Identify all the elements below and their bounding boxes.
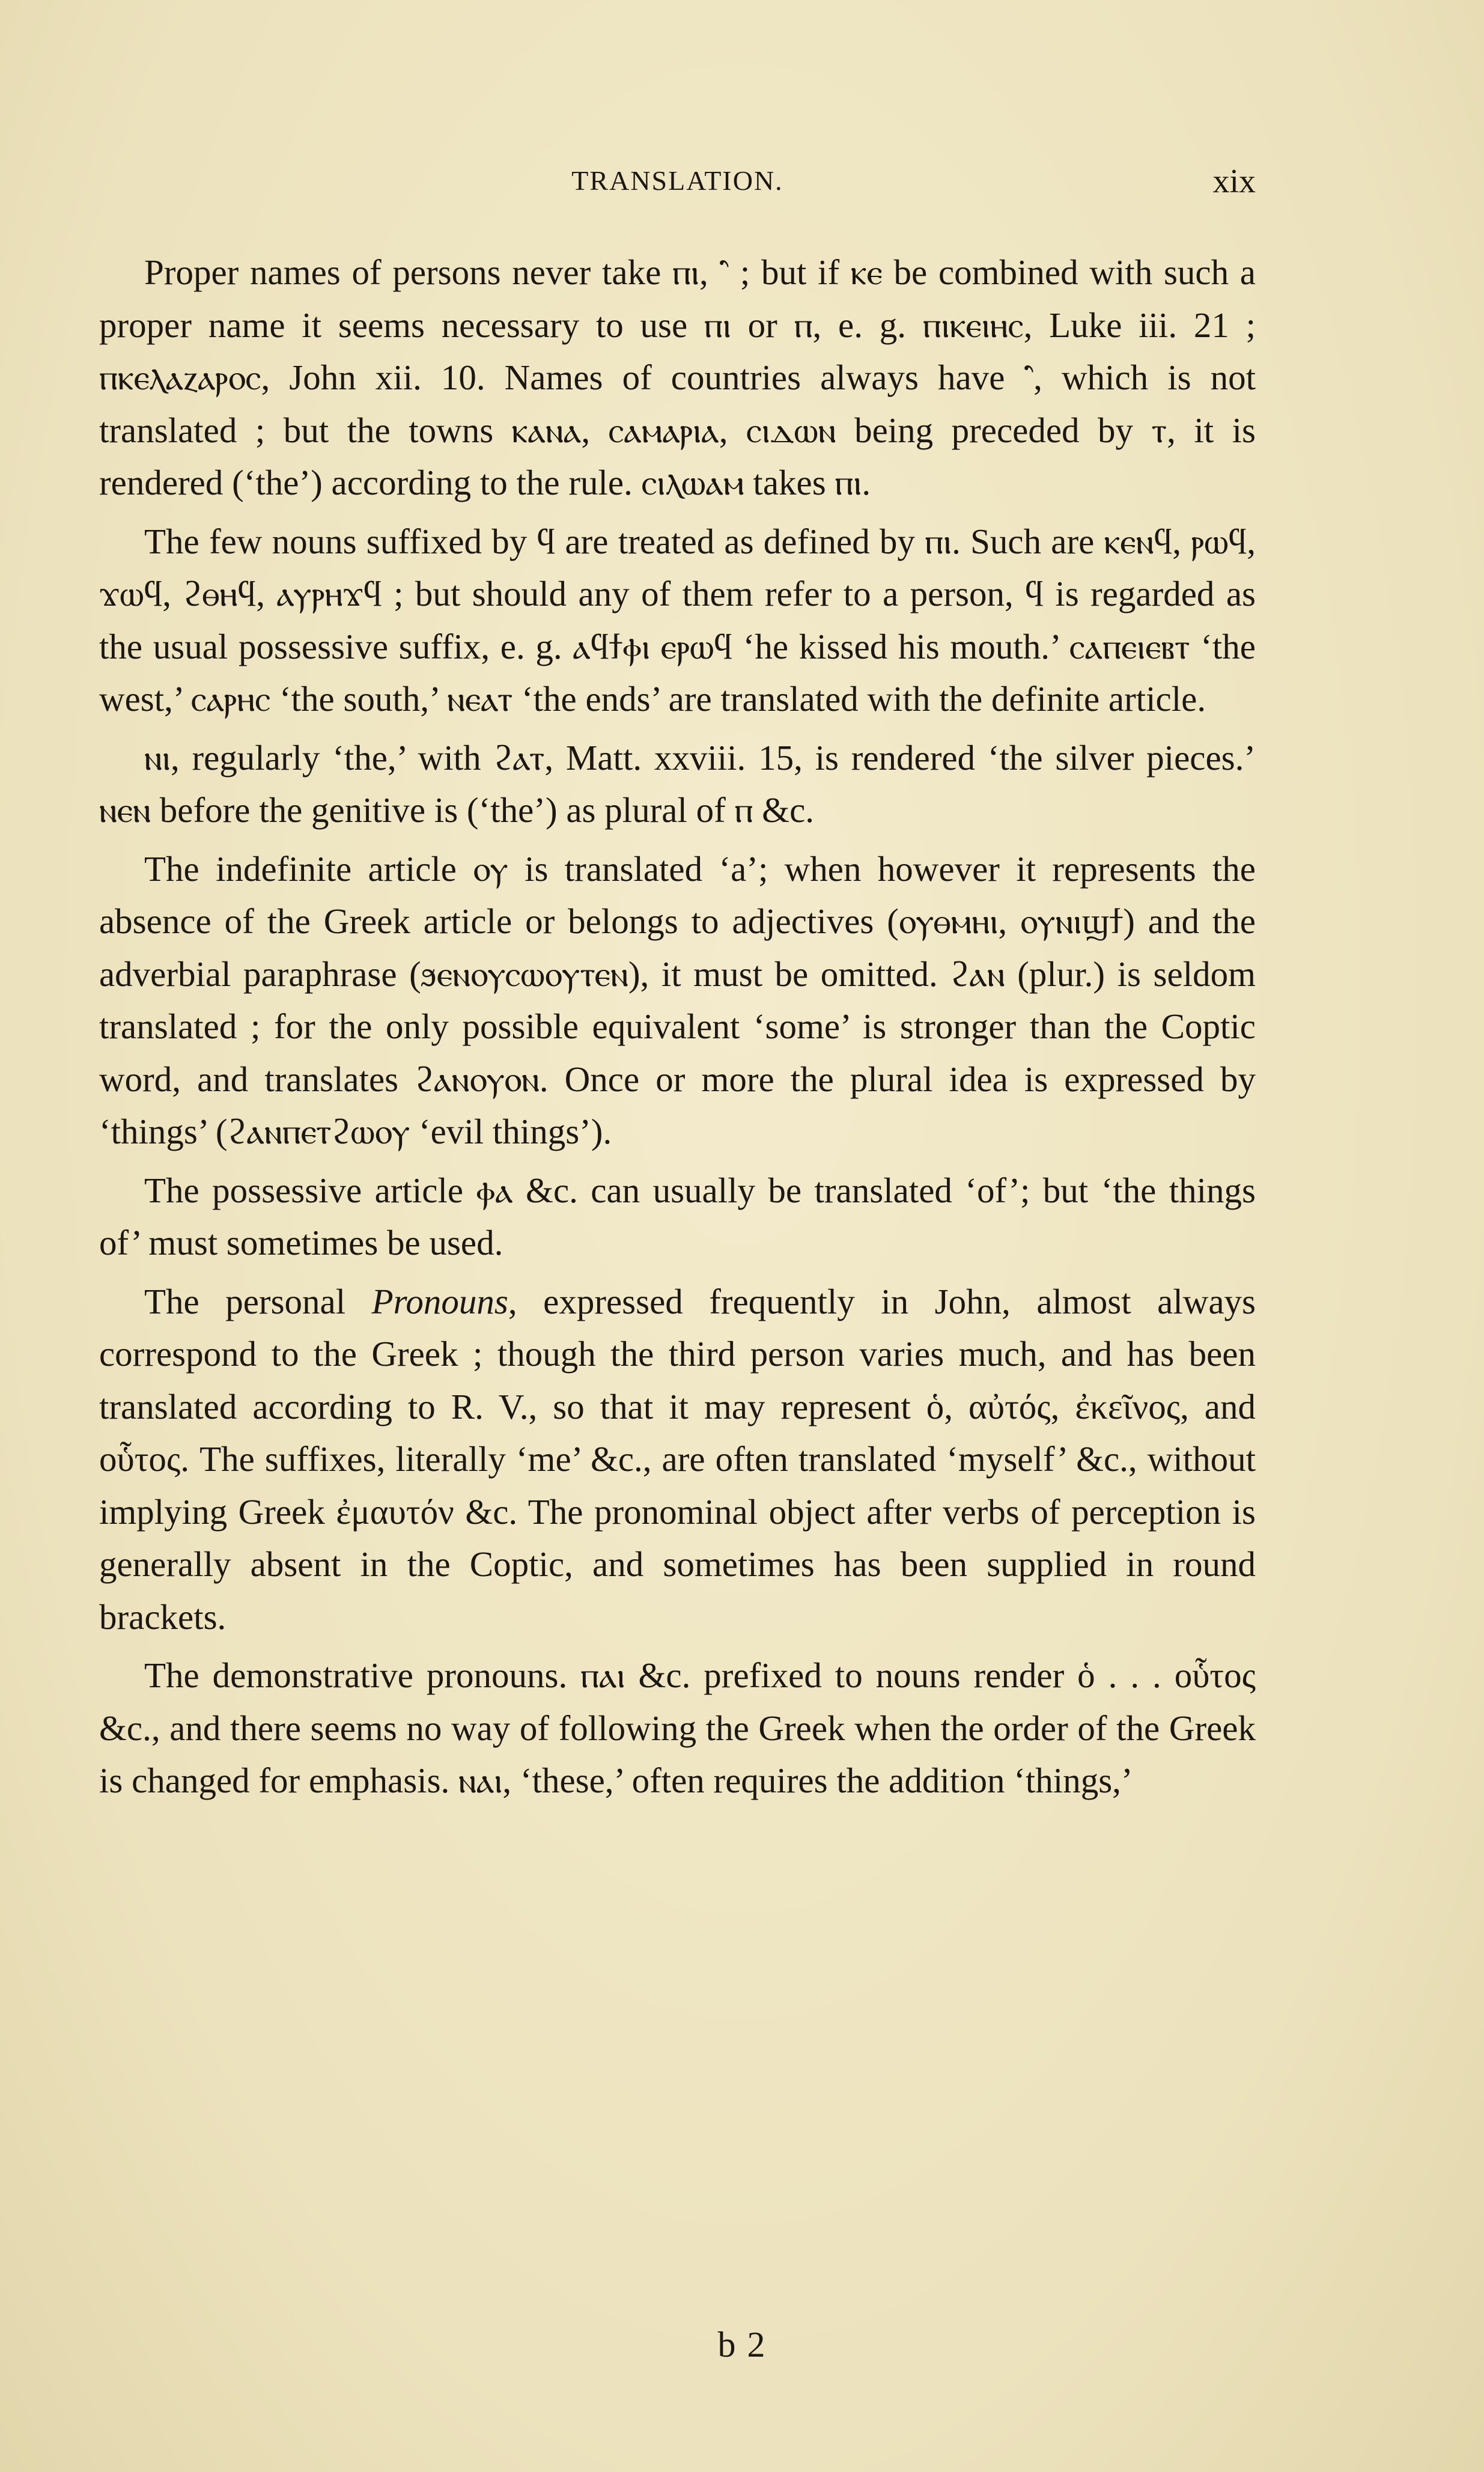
running-head: TRANSLATION.: [571, 165, 783, 196]
italic-term: Pronouns: [371, 1281, 508, 1321]
paragraph-proper-names: [99, 246, 1256, 510]
signature-mark: b 2: [717, 2325, 767, 2364]
text-run: Proper names of persons never take ⲡⲓ, ⳿ ; but if ⲕⲉ be combined with such a proper name it seems necessary to use ⲡⲓ or ⲡ, e. g. ⲡⲓⲕⲉⲓⲏⲥ, Luke iii. 21 ; ⲡⲕⲉⲗⲁⲍⲁⲣⲟⲥ, John xii. 10. Names of countries always have ⳿, which is not translated ; but the towns ⲕⲁⲛⲁ, ⲥⲁⲙⲁⲣⲓⲁ, ⲥⲓⲇⲱⲛ being preceded by ⲧ, it is rendered (‘the’) according to the rule. ⲥⲓⲗⲱⲁⲙ takes ⲡⲓ.: [99, 252, 1256, 502]
text-run: The few nouns suffixed by ϥ are treated as defined by ⲡⲓ. Such are ⲕⲉⲛϥ, ⲣⲱϥ, ϫⲱϥ, ϩⲑⲏϥ, ⲁⲩⲣⲏϫϥ ; but should any of them refer to a person, ϥ is regarded as the usual possessive suffix, e. g. ⲁϥϯⲫⲓ ⲉⲣⲱϥ ‘he kissed his mouth.’ ⲥⲁⲡⲉⲓⲉⲃⲧ ‘the west,’ ⲥⲁⲣⲏⲥ ‘the south,’ ⲛⲉⲁⲧ ‘the ends’ are translated with the definite article.: [99, 521, 1256, 719]
page-number: xix: [1212, 163, 1256, 200]
text-run: The indefinite article ⲟⲩ is translated ‘a’; when however it represents the absence of the Greek article or belongs to adjectives (ⲟⲩⲑⲙⲏⲓ, ⲟⲩⲛⲓϣϯ) and the adverbial paraphrase (ϧⲉⲛⲟⲩⲥⲱⲟⲩⲧⲉⲛ), it must be omitted. ϩⲁⲛ (plur.) is seldom translated ; for the only possible equivalent ‘some’ is stronger than the Coptic word, and translates ϩⲁⲛⲟⲩⲟⲛ. Once or more the plural idea is expressed by ‘things’ (ϩⲁⲛⲡⲉⲧϩⲱⲟⲩ ‘evil things’).: [99, 848, 1256, 1151]
paragraph-demonstrative-pronouns: [99, 1649, 1256, 1807]
paragraph-ni-the: [99, 732, 1256, 837]
body-text: [99, 246, 1256, 1813]
text-run: The personal: [144, 1281, 372, 1321]
paragraph-possessive-article: [99, 1164, 1256, 1270]
text-run: The demonstrative pronouns. ⲡⲁⲓ &c. prefixed to nouns render ὁ . . . οὗτος &c., and there seems no way of following the Greek when the order of the Greek is changed for emphasis. ⲛⲁⲓ, ‘these,’ often requires the addition ‘things,’: [99, 1655, 1256, 1800]
page-header: [99, 162, 1256, 210]
text-run: , expressed frequently in John, almost always correspond to the Greek ; though the third person varies much, and has been translated according to R. V., so that it may represent ὁ, αὐτός, ἐκεῖνος, and οὗτος. The suffixes, literally ‘me’ &c., are often translated ‘myself’ &c., without implying Greek ἐμαυτόν &c. The pronominal object after verbs of perception is generally absent in the Coptic, and sometimes has been supplied in round brackets.: [99, 1281, 1256, 1637]
text-run: The possessive article ⲫⲁ &c. can usually be translated ‘of’; but ‘the things of’ must sometimes be used.: [99, 1170, 1256, 1262]
paragraph-personal-pronouns: [99, 1276, 1256, 1644]
paragraph-suffixed-nouns: [99, 516, 1256, 726]
paragraph-indefinite-article: [99, 843, 1256, 1158]
text-run: ⲛⲓ, regularly ‘the,’ with ϩⲁⲧ, Matt. xxviii. 15, is rendered ‘the silver pieces.’ ⲛⲉⲛ before the genitive is (‘the’) as plural of ⲡ &c.: [99, 737, 1256, 830]
